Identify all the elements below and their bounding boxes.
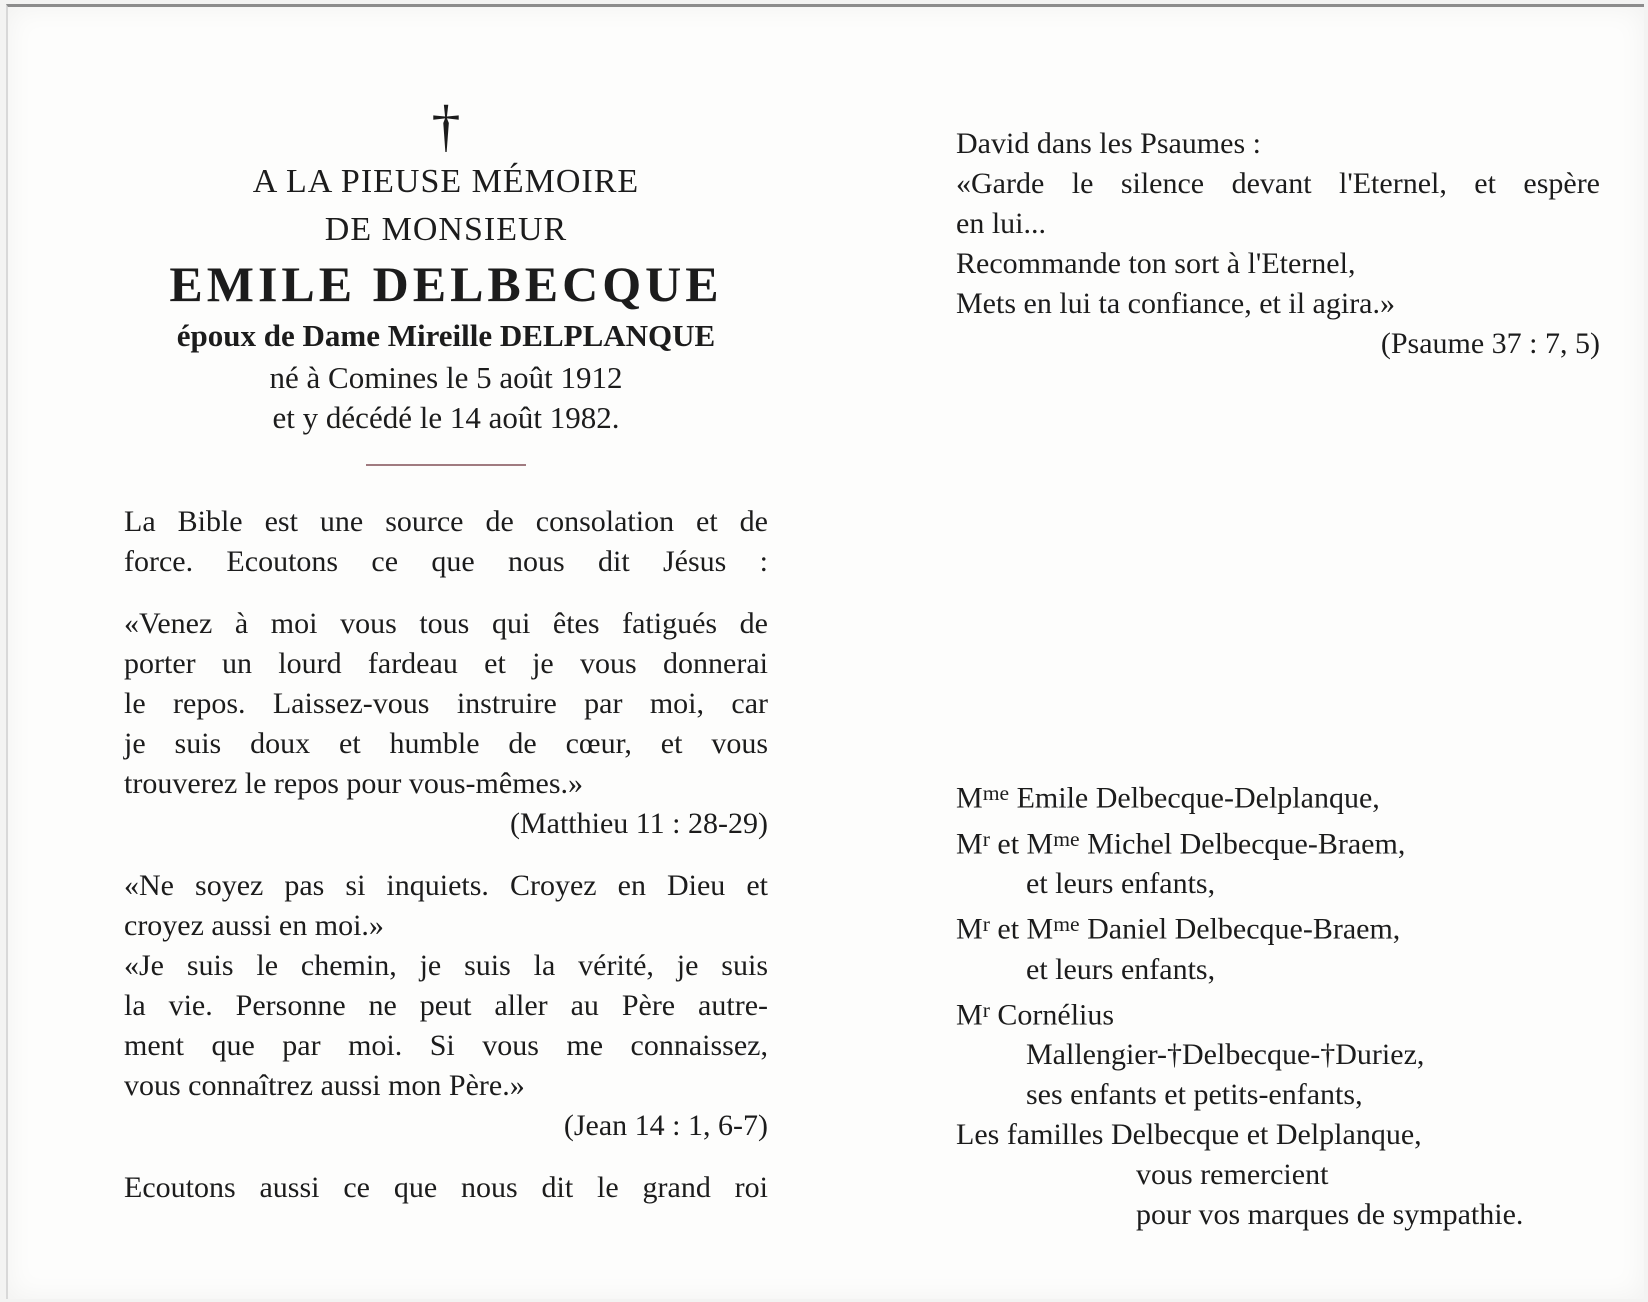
memorial-subheading: DE MONSIEUR	[324, 211, 568, 248]
title-superscript: r	[982, 826, 990, 851]
conjunction: et	[997, 912, 1020, 946]
quote-line: je suis doux et humble de cœur, et vous	[124, 727, 768, 760]
deceased-name: EMILE DELBECQUE	[169, 256, 723, 312]
memorial-heading: A LA PIEUSE MÉMOIRE	[252, 163, 640, 200]
family-member: Daniel Delbecque-Braem,	[1087, 912, 1401, 946]
quote-line: vous connaîtrez aussi mon Père.»	[124, 1069, 525, 1102]
family-line: Les familles Delbecque et Delplanque,	[956, 1118, 1422, 1152]
family-line	[956, 990, 1596, 1036]
thanks-block	[1136, 1155, 1523, 1235]
scripture-reference: (Matthieu 11 : 28-29)	[509, 807, 768, 840]
quote-line: «Venez à moi vous tous qui êtes fatigués de	[124, 607, 768, 640]
cross-symbol: †	[431, 93, 461, 158]
intro-line: La Bible est une source de consolation et de	[124, 505, 768, 538]
right-column	[956, 124, 1600, 364]
quote-line: «Ne soyez pas si inquiets. Croyez en Dieu et	[124, 869, 768, 902]
family-line	[956, 773, 1596, 819]
title-superscript: r	[982, 912, 990, 937]
family-member: Cornélius	[997, 998, 1115, 1032]
quote-line: «Je suis le chemin, je suis la vérité, je suis	[124, 949, 768, 982]
scripture-reference: (Psaume 37 : 7, 5)	[1380, 327, 1600, 360]
family-line	[956, 819, 1596, 865]
title-superscript: me	[1053, 826, 1080, 851]
scripture-reference: (Jean 14 : 1, 6-7)	[563, 1109, 768, 1142]
quote-line: croyez aussi en moi.»	[124, 909, 384, 942]
family-line	[956, 904, 1596, 950]
thanks-line: pour vos marques de sympathie.	[1136, 1198, 1524, 1231]
psalm-line: en lui...	[956, 207, 1046, 240]
quote-line: trouverez le repos pour vous-mêmes.»	[124, 767, 584, 800]
psalm-line: «Garde le silence devant l'Eternel, et espère	[956, 167, 1600, 200]
divider	[366, 464, 526, 466]
title-prefix: M	[956, 998, 983, 1032]
conjunction: et	[997, 827, 1020, 861]
family-line: ses enfants et petits-enfants,	[1026, 1078, 1363, 1112]
psalm-line: Mets en lui ta confiance, et il agira.»	[956, 287, 1395, 320]
family-list	[956, 773, 1596, 1155]
family-line: et leurs enfants,	[1026, 952, 1216, 986]
intro-line: force. Ecoutons ce que nous dit Jésus :	[124, 545, 768, 578]
title-superscript: me	[1053, 912, 1080, 937]
closing-line: Ecoutons aussi ce que nous dit le grand roi	[124, 1171, 768, 1204]
quote-line: porter un lourd fardeau et je vous donnerai	[124, 647, 768, 680]
title-superscript: me	[982, 781, 1010, 805]
family-line: et leurs enfants,	[1026, 867, 1216, 901]
spouse-line: époux de Dame Mireille DELPLANQUE	[176, 318, 716, 353]
psalm-line: Recommande ton sort à l'Eternel,	[956, 247, 1356, 280]
family-line: Mallengier-†Delbecque-†Duriez,	[1026, 1038, 1425, 1072]
thanks-line: vous remercient	[1136, 1158, 1329, 1191]
death-line: et y décédé le 14 août 1982.	[272, 400, 620, 435]
title-prefix: M	[1026, 827, 1054, 861]
family-member: Emile Delbecque-Delplanque,	[1016, 781, 1380, 815]
quote-line: le repos. Laissez-vous instruire par moi, car	[124, 687, 768, 720]
psalm-line: David dans les Psaumes :	[956, 127, 1261, 160]
quote-line: ment que par moi. Si vous me connaissez,	[124, 1029, 768, 1062]
quote-line: la vie. Personne ne peut aller au Père autre-	[124, 989, 768, 1022]
left-column	[124, 93, 768, 1208]
title-prefix: M	[956, 827, 983, 861]
title-prefix: M	[1026, 912, 1054, 946]
family-member: Michel Delbecque-Braem,	[1087, 827, 1406, 861]
title-prefix: M	[956, 781, 983, 815]
title-prefix: M	[956, 912, 983, 946]
birth-line: né à Comines le 5 août 1912	[269, 360, 623, 395]
title-superscript: r	[982, 997, 990, 1022]
